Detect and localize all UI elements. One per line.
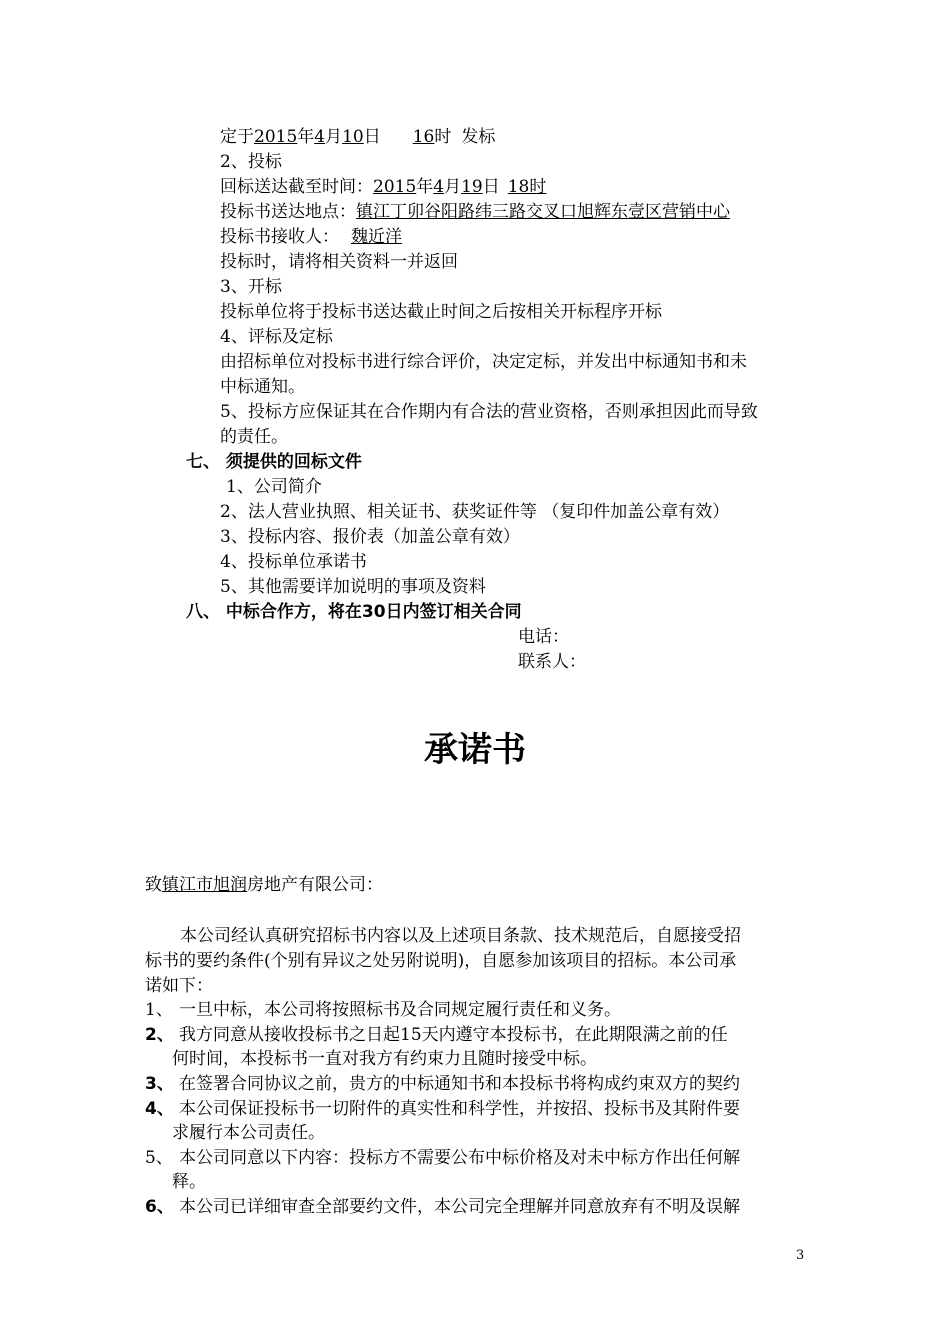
eval-text-2: 中标通知。 <box>220 377 305 397</box>
receiver-value: 魏近洋 <box>351 227 402 247</box>
section7-item: 1、公司简介 <box>226 477 322 497</box>
year-char: 年 <box>297 127 315 147</box>
bid-heading: 2、投标 <box>220 152 282 172</box>
pledge-item-5-cont: 释。 <box>172 1172 206 1192</box>
return-note: 投标时，请将相关资料一并返回 <box>220 252 458 272</box>
intro-line-3: 诺如下： <box>145 976 213 996</box>
hour-char: 时 <box>434 127 452 147</box>
pledge-item-4 <box>145 1097 740 1121</box>
release-line <box>220 125 495 149</box>
item-number: 1、 <box>145 1000 173 1020</box>
pledge-item-5 <box>145 1146 740 1170</box>
pledge-item-1 <box>145 998 621 1022</box>
release-prefix: 定于 <box>220 127 254 147</box>
intro-line-2: 标书的要约条件(个别有异议之处另附说明)，自愿参加该项目的招标。本公司承 <box>145 951 737 971</box>
deadline-label: 回标送达截至时间： <box>220 177 373 197</box>
contact-label: 联系人： <box>518 652 586 672</box>
month-char: 月 <box>444 177 462 197</box>
pledge-item-6 <box>145 1195 740 1219</box>
location-line <box>220 200 730 224</box>
item-number: 6、 <box>145 1197 174 1217</box>
license-text-2: 的责任。 <box>220 427 288 447</box>
eval-text-1: 由招标单位对投标书进行综合评价，决定定标，并发出中标通知书和未 <box>220 352 747 372</box>
pledge-item-2 <box>145 1023 728 1047</box>
deadline-month: 4 <box>433 177 445 197</box>
pledge-item-4-cont: 求履行本公司责任。 <box>172 1123 325 1143</box>
section8-heading: 八、 中标合作方，将在30日内签订相关合同 <box>186 602 522 622</box>
section7-item: 2、法人营业执照、相关证书、获奖证件等 （复印件加盖公章有效） <box>220 502 730 522</box>
release-year: 2015 <box>254 127 298 147</box>
item-number: 5、 <box>145 1148 173 1168</box>
deadline-day: 19 <box>461 177 483 197</box>
item-text: 我方同意从接收投标书之日起15天内遵守本投标书，在此期限满之前的任 <box>179 1025 728 1045</box>
receiver-label: 投标书接收人： <box>220 227 339 247</box>
item-number: 3、 <box>145 1074 174 1094</box>
pledge-title: 承诺书 <box>424 730 526 770</box>
year-char: 年 <box>416 177 434 197</box>
item-text: 本公司保证投标书一切附件的真实性和科学性，并按招、投标书及其附件要 <box>179 1099 740 1119</box>
release-suffix: 发标 <box>461 127 496 147</box>
day-char: 日 <box>482 177 500 197</box>
page-number: 3 <box>796 1248 805 1263</box>
day-char: 日 <box>363 127 381 147</box>
eval-heading: 4、评标及定标 <box>220 327 333 347</box>
phone-label: 电话： <box>518 627 569 647</box>
addressee-line <box>145 873 383 897</box>
month-char: 月 <box>325 127 343 147</box>
pledge-item-2-cont: 何时间，本投标书一直对我方有约束力且随时接受中标。 <box>172 1049 597 1069</box>
section7-item: 5、其他需要详加说明的事项及资料 <box>220 577 486 597</box>
receiver-line <box>220 225 402 249</box>
item-number: 4、 <box>145 1099 174 1119</box>
item-text: 本公司同意以下内容：投标方不需要公布中标价格及对未中标方作出任何解 <box>179 1148 740 1168</box>
pledge-item-3 <box>145 1072 740 1096</box>
addressee-company: 镇江市旭润 <box>162 875 247 895</box>
open-heading: 3、开标 <box>220 277 282 297</box>
release-month: 4 <box>314 127 326 147</box>
section7-item: 3、投标内容、报价表（加盖公章有效） <box>220 527 520 547</box>
addressee-prefix: 致 <box>145 875 162 895</box>
deadline-year: 2015 <box>373 177 417 197</box>
open-text: 投标单位将于投标书送达截止时间之后按相关开标程序开标 <box>220 302 662 322</box>
section7-heading: 七、 须提供的回标文件 <box>186 452 362 472</box>
item-text: 在签署合同协议之前，贵方的中标通知书和本投标书将构成约束双方的契约 <box>179 1074 740 1094</box>
item-text: 一旦中标，本公司将按照标书及合同规定履行责任和义务。 <box>179 1000 621 1020</box>
intro-line-1: 本公司经认真研究招标书内容以及上述项目条款、技术规范后，自愿接受招 <box>180 926 741 946</box>
item-text: 本公司已详细审查全部要约文件，本公司完全理解并同意放弃有不明及误解 <box>179 1197 740 1217</box>
release-day: 10 <box>342 127 364 147</box>
license-text-1: 5、投标方应保证其在合作期内有合法的营业资格，否则承担因此而导致 <box>220 402 758 422</box>
location-label: 投标书送达地点： <box>220 202 356 222</box>
location-value: 镇江丁卯谷阳路纬三路交叉口旭辉东壹区营销中心 <box>356 202 730 222</box>
section7-item: 4、投标单位承诺书 <box>220 552 367 572</box>
addressee-suffix: 房地产有限公司： <box>247 875 383 895</box>
deadline-hour: 18时 <box>507 177 547 197</box>
deadline-line <box>220 175 546 199</box>
release-hour: 16 <box>412 127 435 147</box>
item-number: 2、 <box>145 1025 174 1045</box>
